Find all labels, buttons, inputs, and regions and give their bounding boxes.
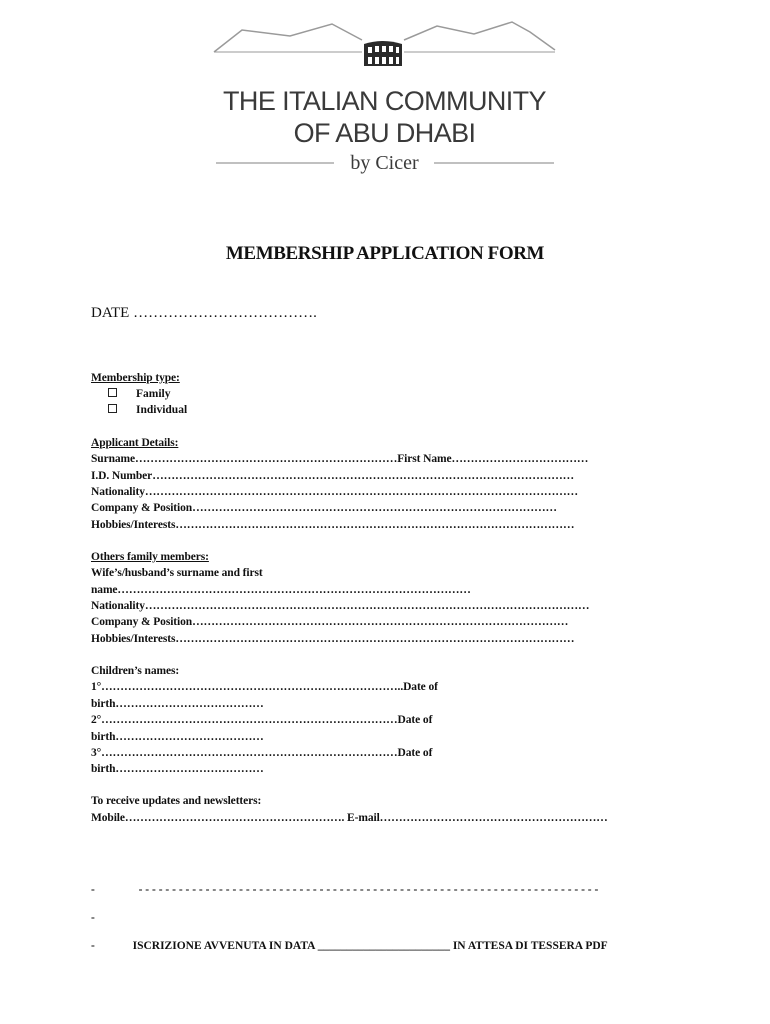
child-1-name-field[interactable]: 1°……………………………………………………………………..Date of bbox=[91, 681, 438, 693]
child-3-birth-field[interactable]: birth………………………………… bbox=[91, 763, 264, 775]
spouse-name-field[interactable]: name………………………………………………………………………………… bbox=[91, 584, 471, 596]
family-members-heading: Others family members: bbox=[91, 551, 209, 563]
date-field[interactable]: DATE ………………………………. bbox=[91, 305, 317, 321]
spouse-company-position-field[interactable]: Company & Position……………………………………………………………………………………… bbox=[91, 616, 569, 628]
footer-marker: - bbox=[91, 940, 95, 952]
company-position-field[interactable]: Company & Position…………………………………………………………………………………… bbox=[91, 502, 557, 514]
footer-row-1 bbox=[91, 884, 598, 896]
spouse-name-label: Wife’s/husband’s surname and first bbox=[91, 567, 263, 579]
updates-heading: To receive updates and newsletters: bbox=[91, 795, 262, 807]
spouse-nationality-field[interactable]: Nationality……………………………………………………………………………………………………… bbox=[91, 600, 590, 612]
child-1-birth-field[interactable]: birth………………………………… bbox=[91, 698, 264, 710]
checkbox-icon[interactable] bbox=[108, 404, 117, 413]
membership-option-individual[interactable] bbox=[108, 402, 187, 418]
membership-option-family[interactable] bbox=[108, 386, 171, 402]
spouse-hobbies-field[interactable]: Hobbies/Interests…………………………………………………………………………………………… bbox=[91, 633, 575, 645]
membership-option-label: Family bbox=[136, 388, 171, 400]
child-2-birth-field[interactable]: birth………………………………… bbox=[91, 731, 264, 743]
form-title: MEMBERSHIP APPLICATION FORM bbox=[225, 243, 545, 264]
logo-byline: by Cicer bbox=[350, 152, 419, 174]
footer-dashed-line: - - - - - - - - - - - - - - - - - - - - - - - - - - - - - - - - - - - - - - - - - - - - - - - - - - - - - - - - - - - - - - - - - - - - - bbox=[138, 884, 599, 896]
child-2-name-field[interactable]: 2°……………………………………………………………………Date of bbox=[91, 714, 433, 726]
footer-row-3 bbox=[91, 940, 608, 952]
organization-logo bbox=[212, 16, 557, 181]
checkbox-icon[interactable] bbox=[108, 388, 117, 397]
colosseum-icon bbox=[364, 41, 402, 66]
nationality-field[interactable]: Nationality…………………………………………………………………………………………………… bbox=[91, 486, 579, 498]
surname-first-name-field[interactable]: Surname……………………………………………………………First Name……………………………… bbox=[91, 453, 589, 465]
membership-type-heading: Membership type: bbox=[91, 372, 180, 384]
child-3-name-field[interactable]: 3°……………………………………………………………………Date of bbox=[91, 747, 433, 759]
logo-text-line-1: THE ITALIAN COMMUNITY bbox=[223, 86, 546, 116]
applicant-details-heading: Applicant Details: bbox=[91, 437, 179, 449]
registration-status-text: ISCRIZIONE AVVENUTA IN DATA _______________________ IN ATTESA DI TESSERA PDF bbox=[132, 940, 608, 952]
logo-text-line-2: OF ABU DHABI bbox=[293, 118, 476, 148]
mobile-email-field[interactable]: Mobile…………………………………………………. E-mail…………………………………………………… bbox=[91, 812, 608, 824]
id-number-field[interactable]: I.D. Number………………………………………………………………………………………………… bbox=[91, 470, 574, 482]
children-names-heading: Children’s names: bbox=[91, 665, 180, 677]
hobbies-interests-field[interactable]: Hobbies/Interests…………………………………………………………………………………………… bbox=[91, 519, 575, 531]
membership-option-label: Individual bbox=[136, 404, 188, 416]
footer-row-2 bbox=[91, 912, 95, 924]
footer-marker: - bbox=[91, 884, 95, 896]
footer-marker: - bbox=[91, 912, 95, 924]
